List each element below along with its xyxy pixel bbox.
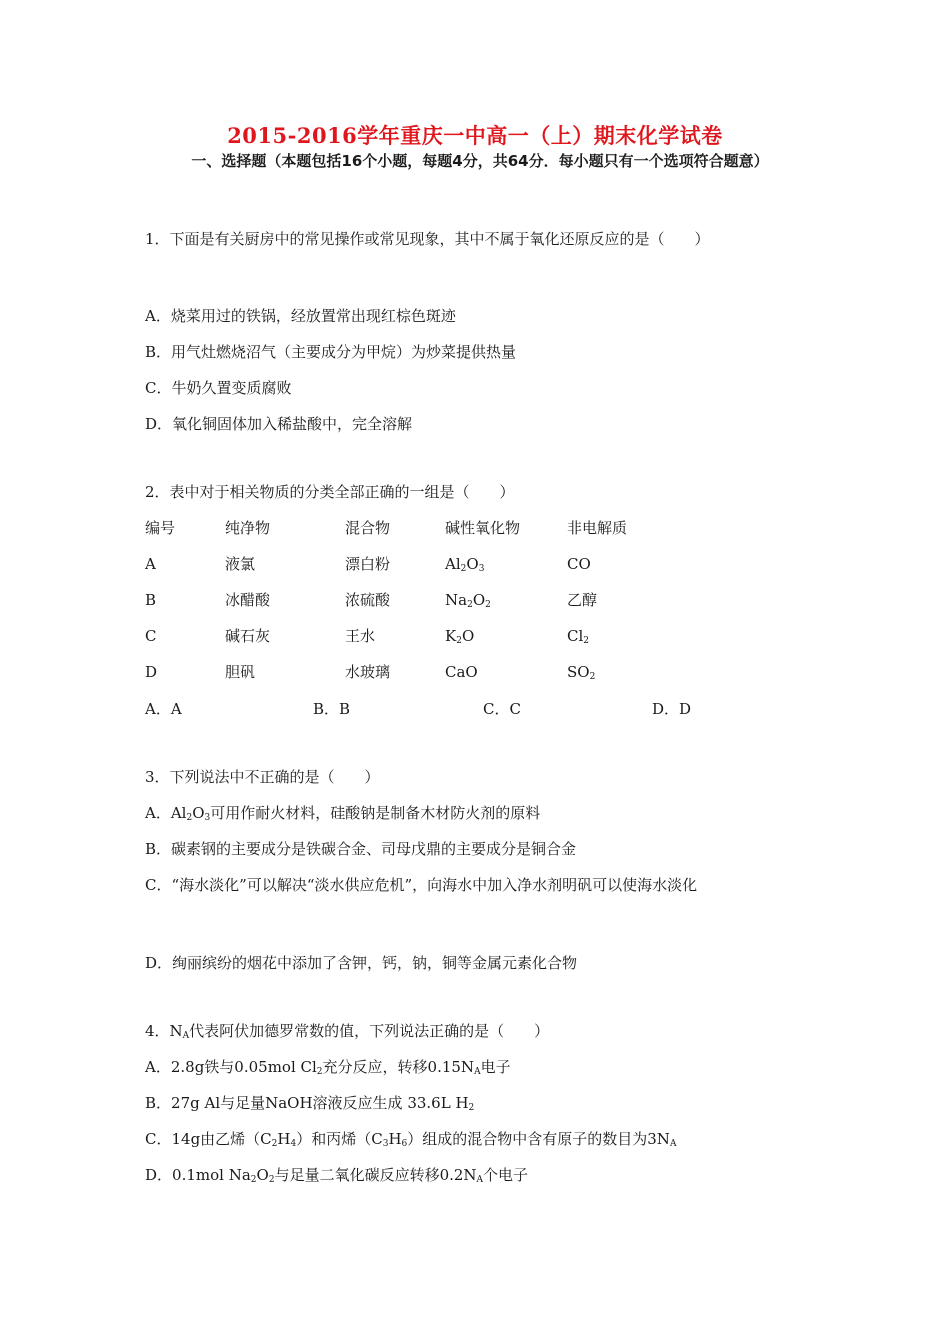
header-cell: 非电解质 bbox=[567, 519, 628, 537]
table-cell: C bbox=[145, 627, 157, 645]
table-cell: 漂白粉 bbox=[345, 555, 391, 573]
table-cell: $SO_2$ bbox=[567, 663, 596, 682]
q1-option-b: B．用气灶燃烧沼气（主要成分为甲烷）为炒菜提供热量 bbox=[145, 343, 517, 361]
table-cell: $Al_2O_3$ bbox=[445, 555, 485, 574]
q3-option-c: C．“海水淡化”可以解决“淡水供应危机”，向海水中加入净水剂明矾可以使海水淡化 bbox=[145, 876, 698, 894]
q2-option-b: B．B bbox=[313, 700, 351, 718]
page-title: 2015-2016学年重庆一中高一（上）期末化学试卷 bbox=[227, 123, 723, 148]
q4-option-b: B．27g Al与足量NaOH溶液反应生成 33.6L $H_2$ bbox=[145, 1094, 475, 1113]
table-cell: 水玻璃 bbox=[345, 663, 391, 681]
table-cell: B bbox=[145, 591, 157, 609]
q1-option-a: A．烧菜用过的铁锅，经放置常出现红棕色斑迹 bbox=[145, 307, 456, 325]
table-cell: 冰醋酸 bbox=[225, 591, 271, 609]
q2-stem: 2．表中对于相关物质的分类全部正确的一组是（ ） bbox=[145, 483, 515, 501]
table-cell: $Cl_2$ bbox=[567, 627, 590, 646]
header-cell: 编号 bbox=[145, 519, 176, 537]
q2-option-a: A．A bbox=[145, 700, 182, 718]
table-cell: CaO bbox=[445, 663, 478, 681]
q2-option-c: C．C bbox=[483, 700, 521, 718]
q4-stem: 4．$N_A$代表阿伏加德罗常数的值，下列说法正确的是（ ） bbox=[145, 1022, 550, 1041]
q2-option-d: D．D bbox=[652, 700, 692, 718]
header-cell: 碱性氧化物 bbox=[445, 519, 521, 537]
q1-stem: 1．下面是有关厨房中的常见操作或常见现象，其中不属于氧化还原反应的是（ ） bbox=[145, 230, 710, 248]
table-cell: 胆矾 bbox=[225, 663, 256, 681]
table-cell: $K_2O$ bbox=[445, 627, 475, 646]
q3-option-a: A．$Al_2O_3$可用作耐火材料，硅酸钠是制备木材防火剂的原料 bbox=[145, 804, 541, 823]
q3-option-d: D．绚丽缤纷的烟花中添加了含钾，钙，钠，铜等金属元素化合物 bbox=[145, 954, 578, 972]
table-cell: 浓硫酸 bbox=[345, 591, 391, 609]
table-cell: $Na_2O_2$ bbox=[445, 591, 491, 610]
table-cell: A bbox=[145, 555, 156, 573]
q1-option-d: D．氧化铜固体加入稀盐酸中，完全溶解 bbox=[145, 415, 413, 433]
table-cell: 乙醇 bbox=[567, 591, 598, 609]
q3-option-b: B．碳素钢的主要成分是铁碳合金、司母戊鼎的主要成分是铜合金 bbox=[145, 840, 577, 858]
table-cell: CO bbox=[567, 555, 591, 573]
q3-stem: 3．下列说法中不正确的是（ ） bbox=[145, 768, 380, 786]
table-cell: D bbox=[145, 663, 158, 681]
section-heading: 一、选择题（本题包括16个小题，每题4分，共64分．每小题只有一个选项符合题意） bbox=[191, 152, 769, 170]
q1-option-c: C．牛奶久置变质腐败 bbox=[145, 379, 292, 397]
table-cell: 王水 bbox=[345, 627, 376, 645]
header-cell: 混合物 bbox=[345, 519, 391, 537]
q4-option-a: A．2.8g铁与0.05mol $Cl_2$充分反应，转移$0.15N_A$电子 bbox=[145, 1058, 511, 1077]
table-cell: 碱石灰 bbox=[225, 627, 271, 645]
q4-option-d: D．0.1mol $Na_2O_2$与足量二氧化碳反应转移$0.2N_A$个电子 bbox=[145, 1166, 529, 1185]
header-cell: 纯净物 bbox=[225, 519, 271, 537]
q4-option-c: C．14g由乙烯$(C_2H_4)$和丙烯$(C_3H_6)$组成的混合物中含有原子的数目为$3N_A$ bbox=[145, 1130, 677, 1149]
table-cell: 液氯 bbox=[225, 555, 256, 573]
